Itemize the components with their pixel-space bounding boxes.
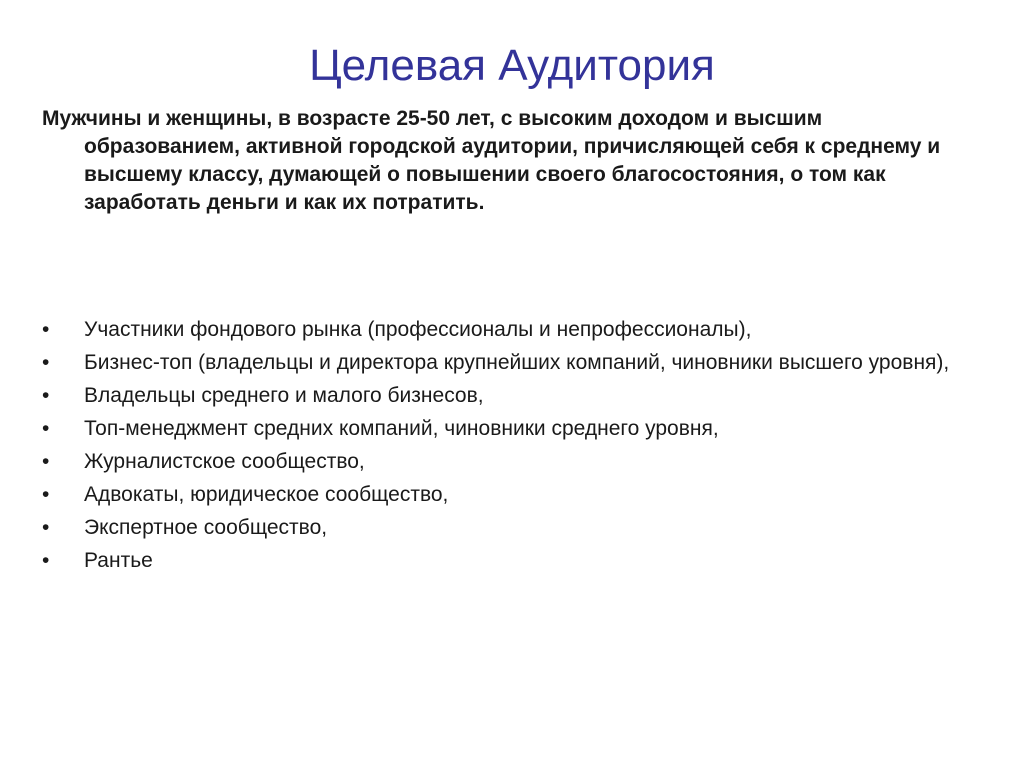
slide-title: Целевая Аудитория bbox=[309, 41, 715, 90]
list-item-text: Экспертное сообщество, bbox=[84, 516, 328, 539]
list-item bbox=[42, 349, 962, 377]
list-item-text: Топ-менеджмент средних компаний, чиновники среднего уровня, bbox=[84, 417, 719, 440]
audience-description: Мужчины и женщины, в возрасте 25-50 лет, с высоким доходом и высшим образованием, активной городской аудитории, причисляющей себя к среднему и высшему классу, думающей о повышении своего благосостояния, о том как заработать деньги и как их потратить. bbox=[42, 107, 941, 214]
list-item bbox=[42, 415, 962, 443]
bullet-icon: • bbox=[42, 450, 50, 473]
bullet-icon: • bbox=[42, 318, 50, 341]
bullet-icon: • bbox=[42, 384, 50, 407]
list-item bbox=[42, 514, 962, 542]
bullet-icon: • bbox=[42, 351, 50, 374]
bullet-icon: • bbox=[42, 417, 50, 440]
list-item-text: Бизнес-топ (владельцы и директора крупнейших компаний, чиновники высшего уровня), bbox=[84, 351, 950, 374]
list-item bbox=[42, 316, 962, 344]
list-item-text: Адвокаты, юридическое сообщество, bbox=[84, 483, 449, 506]
bullet-icon: • bbox=[42, 549, 50, 572]
list-item bbox=[42, 382, 962, 410]
audience-segments-list bbox=[42, 316, 962, 580]
list-item bbox=[42, 448, 962, 476]
list-item-text: Владельцы среднего и малого бизнесов, bbox=[84, 384, 484, 407]
list-item-text: Журналистское сообщество, bbox=[84, 450, 365, 473]
list-item bbox=[42, 481, 962, 509]
list-item-text: Участники фондового рынка (профессионалы и непрофессионалы), bbox=[84, 318, 752, 341]
bullet-icon: • bbox=[42, 516, 50, 539]
list-item bbox=[42, 547, 962, 575]
bullet-icon: • bbox=[42, 483, 50, 506]
list-item-text: Рантье bbox=[84, 549, 153, 572]
